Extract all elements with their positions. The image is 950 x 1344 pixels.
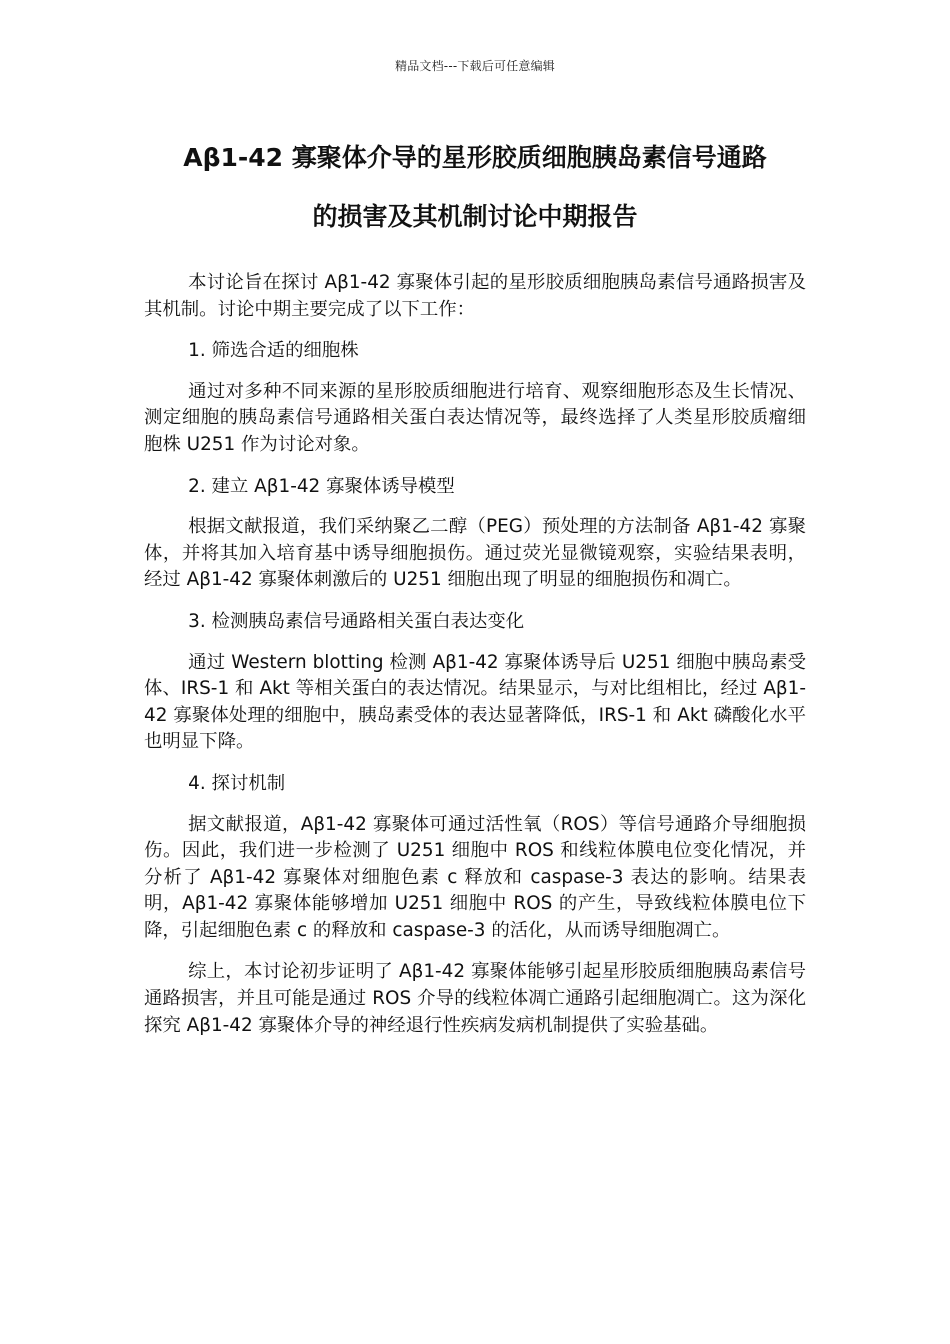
section-heading-1: 1. 筛选合适的细胞株 [188, 340, 359, 362]
title-line-1: Aβ1-42 寡聚体介导的星形胶质细胞胰岛素信号通路 [183, 143, 767, 172]
intro-paragraph: 本讨论旨在探讨 Aβ1-42 寡聚体引起的星形胶质细胞胰岛素信号通路损害及其机制。讨论中期主要完成了以下工作： [144, 272, 806, 320]
conclusion-paragraph: 综上，本讨论初步证明了 Aβ1-42 寡聚体能够引起星形胶质细胞胰岛素信号通路损害，并且可能是通过 ROS 介导的线粒体凋亡通路引起细胞凋亡。这为深化探究 Aβ1-42 寡聚体介导的神经退行性疾病发病机制提供了实验基础。 [144, 961, 806, 1036]
title-line-2: 的损害及其机制讨论中期报告 [312, 202, 638, 231]
section-paragraph-4: 据文献报道，Aβ1-42 寡聚体可通过活性氧（ROS）等信号通路介导细胞损伤。因此，我们进一步检测了 U251 细胞中 ROS 和线粒体膜电位变化情况，并分析了 Aβ1-42 寡聚体对细胞色素 c 释放和 caspase-3 表达的影响。结果表明，Aβ1-42 寡聚体能够增加 U251 细胞中 ROS 的产生，导致线粒体膜电位下降，引起细胞色素 c 的释放和 caspase-3 的活化，从而诱导细胞凋亡。 [144, 813, 806, 941]
section-paragraph-1: 通过对多种不同来源的星形胶质细胞进行培育、观察细胞形态及生长情况、测定细胞的胰岛素信号通路相关蛋白表达情况等，最终选择了人类星形胶质瘤细胞株 U251 作为讨论对象。 [144, 380, 806, 455]
section-paragraph-3: 通过 Western blotting 检测 Aβ1-42 寡聚体诱导后 U251 细胞中胰岛素受体、IRS-1 和 Akt 等相关蛋白的表达情况。结果显示，与对比组相比，经过 Aβ1-42 寡聚体处理的细胞中，胰岛素受体的表达显著降低，IRS-1 和 Akt 磷酸化水平也明显下降。 [144, 651, 806, 753]
document-title [130, 128, 820, 246]
header-note: 精品文档---下载后可任意编辑 [395, 59, 555, 73]
section-heading-2: 2. 建立 Aβ1-42 寡聚体诱导模型 [188, 475, 455, 497]
section-heading-3: 3. 检测胰岛素信号通路相关蛋白表达变化 [188, 610, 525, 632]
section-paragraph-2: 根据文献报道，我们采纳聚乙二醇（PEG）预处理的方法制备 Aβ1-42 寡聚体，并将其加入培育基中诱导细胞损伤。通过荧光显微镜观察，实验结果表明，经过 Aβ1-42 寡聚体刺激后的 U251 细胞出现了明显的细胞损伤和凋亡。 [144, 516, 806, 591]
section-heading-4: 4. 探讨机制 [188, 772, 286, 794]
document-body [144, 270, 806, 1054]
